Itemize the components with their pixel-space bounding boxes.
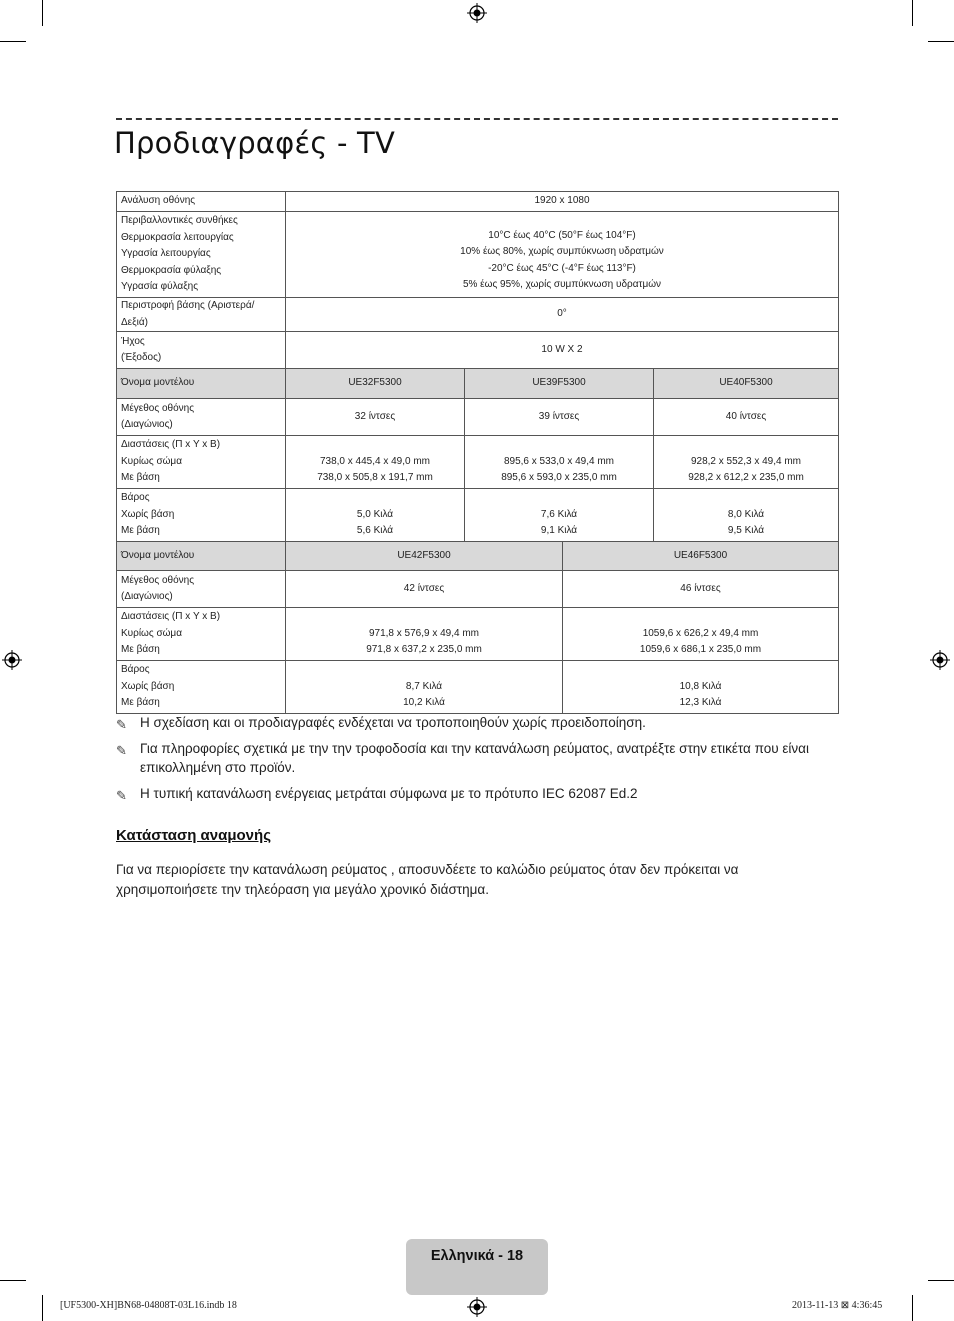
table-row [117,542,839,571]
spec-table [116,191,839,714]
crop-mark [912,0,913,26]
spec-label: Μέγεθος οθόνης (Διαγώνιος) [117,571,286,608]
crop-mark [42,0,43,26]
registration-mark-icon [2,650,22,670]
spec-value: 895,6 x 533,0 x 49,4 mm 895,6 x 593,0 x 235,0 mm [465,436,654,489]
page-number: Ελληνικά - 18 [430,1248,524,1264]
spec-label: Όνομα μοντέλου [117,369,286,399]
model-name: UE40F5300 [654,369,839,399]
spec-label: Βάρος Χωρίς βάση Με βάση [117,661,286,714]
spec-label: Διαστάσεις (Π x Υ x Β) Κυρίως σώμα Με βάση [117,436,286,489]
note-item: ✎ Η τυπική κατανάλωση ενέργειας μετράται σύμφωνα με το πρότυπο IEC 62087 Ed.2 [116,786,638,803]
spec-value: 971,8 x 576,9 x 49,4 mm 971,8 x 637,2 x 235,0 mm [286,608,563,661]
page-number-tab [406,1239,548,1295]
spec-label: Όνομα μοντέλου [117,542,286,571]
table-row [117,571,839,608]
spec-value: 10°C έως 40°C (50°F έως 104°F) 10% έως 80%, χωρίς συμπύκνωση υδρατμών -20°C έως 45°C (-4°F έως 113°F) 5% έως 95%, χωρίς συμπύκνωση υδρατμών [286,212,839,298]
print-timestamp: 2013-11-13 ⊠ 4:36:45 [792,1300,883,1311]
table-row [117,212,839,298]
section-paragraph: Για να περιορίσετε την κατανάλωση ρεύματος , αποσυνδέετε το καλώδιο ρεύματος όταν δεν πρόκειται να χρησιμοποιήσετε την τηλεόραση για μεγάλο χρονικό διάστημα. [116,862,739,897]
spec-value: 10 W X 2 [286,332,839,369]
registration-mark-icon [467,1297,487,1317]
crop-mark [928,41,954,42]
table-row [117,436,839,489]
registration-mark-icon [467,3,487,23]
table-row [117,369,839,399]
table-row [117,489,839,542]
table-row [117,661,839,714]
spec-value: 0° [286,298,839,332]
pencil-note-icon: ✎ [116,717,127,732]
spec-value: 8,0 Κιλά 9,5 Κιλά [654,489,839,542]
crop-mark [0,1280,26,1281]
spec-value: 42 ίντσες [286,571,563,608]
pencil-note-icon: ✎ [116,743,127,758]
spec-label: Ήχος (Έξοδος) [117,332,286,369]
crop-mark [42,1295,43,1321]
spec-value: 8,7 Κιλά 10,2 Κιλά [286,661,563,714]
spec-value: 7,6 Κιλά 9,1 Κιλά [465,489,654,542]
spec-value: 46 ίντσες [563,571,839,608]
table-row [117,332,839,369]
registration-mark-icon [930,650,950,670]
crop-mark [0,41,26,42]
note-item: ✎ Η σχεδίαση και οι προδιαγραφές ενδέχεται να τροποποιηθούν χωρίς προειδοποίηση. [116,715,646,732]
model-name: UE46F5300 [563,542,839,571]
title-divider [116,118,838,120]
note-item: ✎ Για πληροφορίες σχετικά με την την τροφοδοσία και την κατανάλωση ρεύματος, ανατρέξτε στην ετικέτα που είναι επικολλημένη στο προϊόν. [116,741,809,775]
crop-mark [928,1280,954,1281]
spec-label: Ανάλυση οθόνης [117,192,286,212]
spec-value: 1059,6 x 626,2 x 49,4 mm 1059,6 x 686,1 x 235,0 mm [563,608,839,661]
spec-label: Περιστροφή βάσης (Αριστερά/Δεξιά) [117,298,286,332]
print-file-info: [UF5300-XH]BN68-04808T-03L16.indb 18 [60,1300,237,1311]
spec-value: 39 ίντσες [465,399,654,436]
spec-label: Βάρος Χωρίς βάση Με βάση [117,489,286,542]
pencil-note-icon: ✎ [116,788,127,803]
spec-value: 10,8 Κιλά 12,3 Κιλά [563,661,839,714]
table-row [117,608,839,661]
section-heading: Κατάσταση αναμονής [116,827,271,844]
spec-label: Διαστάσεις (Π x Υ x Β) Κυρίως σώμα Με βάση [117,608,286,661]
table-row [117,298,839,332]
page-title: Προδιαγραφές - TV [114,126,395,160]
table-row [117,192,839,212]
spec-value: 928,2 x 552,3 x 49,4 mm 928,2 x 612,2 x 235,0 mm [654,436,839,489]
notes-list [116,713,838,810]
model-name: UE39F5300 [465,369,654,399]
spec-value: 40 ίντσες [654,399,839,436]
spec-value: 32 ίντσες [286,399,465,436]
table-row [117,399,839,436]
model-name: UE42F5300 [286,542,563,571]
spec-value: 1920 x 1080 [286,192,839,212]
spec-value: 738,0 x 445,4 x 49,0 mm 738,0 x 505,8 x 191,7 mm [286,436,465,489]
crop-mark [912,1295,913,1321]
spec-value: 5,0 Κιλά 5,6 Κιλά [286,489,465,542]
model-name: UE32F5300 [286,369,465,399]
spec-label: Περιβαλλοντικές συνθήκες Θερμοκρασία λειτουργίας Υγρασία λειτουργίας Θερμοκρασία φύλαξης Υγρασία φύλαξης [117,212,286,298]
spec-label: Μέγεθος οθόνης (Διαγώνιος) [117,399,286,436]
